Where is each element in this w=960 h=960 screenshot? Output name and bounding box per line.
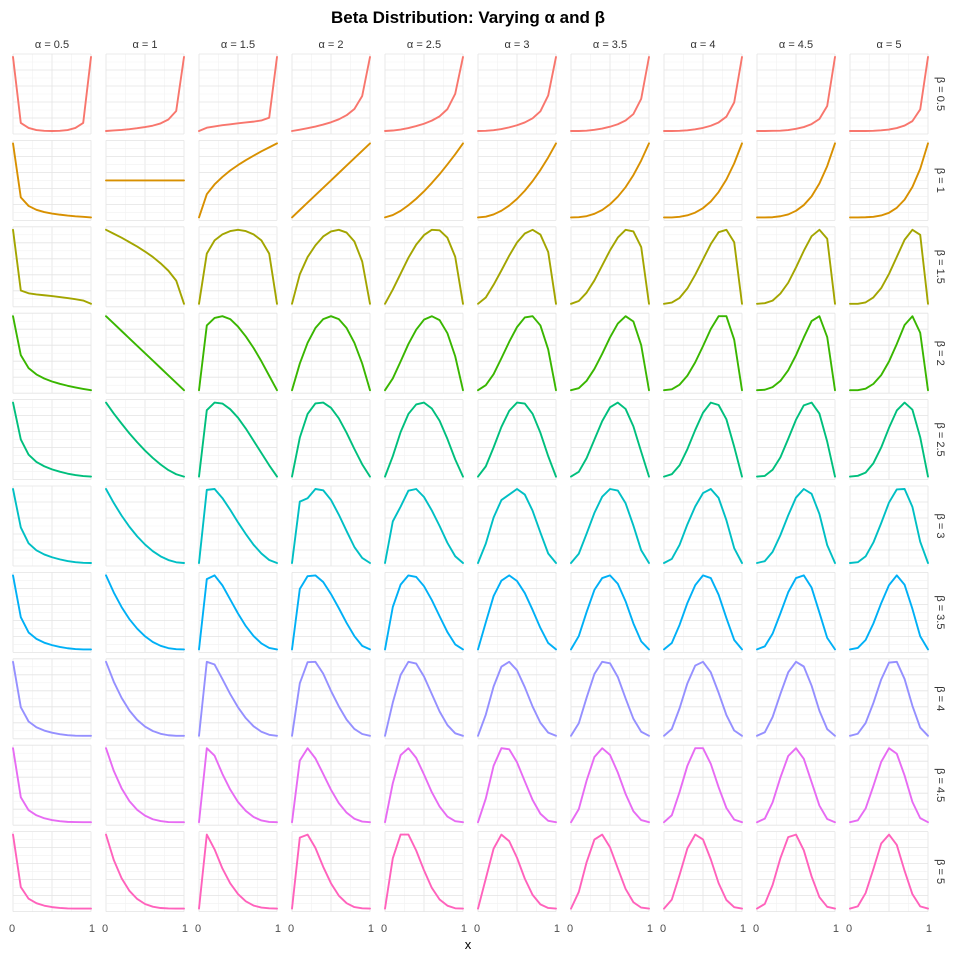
- facet-panel: [757, 486, 835, 566]
- col-strip-label: α = 1.5: [220, 39, 256, 51]
- facet-panel: [850, 659, 928, 739]
- facet-panel: [664, 832, 742, 912]
- chart-title: Beta Distribution: Varying α and β: [331, 8, 605, 27]
- facet-panel: [664, 140, 742, 220]
- x-tick-label: 1: [181, 923, 188, 935]
- x-tick-label: 1: [88, 923, 95, 935]
- facet-panel: [385, 313, 463, 393]
- facet-panel: [757, 54, 835, 134]
- col-strip-label: α = 5: [876, 39, 902, 51]
- x-tick-label: 0: [9, 923, 16, 935]
- facet-panel: [478, 400, 556, 480]
- x-tick-label: 1: [367, 923, 374, 935]
- row-strip-label: β = 1: [934, 167, 946, 193]
- x-axis-title: x: [464, 937, 472, 952]
- facet-panel: [571, 659, 649, 739]
- facet-panel: [757, 745, 835, 825]
- facet-panel: [571, 745, 649, 825]
- col-strip-label: α = 4.5: [778, 39, 814, 51]
- x-tick-label: 1: [460, 923, 467, 935]
- x-tick-label: 1: [646, 923, 653, 935]
- row-strip-label: β = 3: [934, 513, 946, 539]
- row-strip-label: β = 2: [934, 340, 946, 366]
- facet-panel: [571, 486, 649, 566]
- facet-panel: [571, 832, 649, 912]
- facet-panel: [292, 745, 370, 825]
- facet-panel: [478, 745, 556, 825]
- facet-panel: [850, 140, 928, 220]
- facet-panel: [106, 140, 184, 220]
- col-strip-label: α = 3.5: [592, 39, 628, 51]
- col-strip-label: α = 4: [690, 39, 716, 51]
- facet-panel: [199, 659, 277, 739]
- facet-panel: [757, 227, 835, 307]
- facet-panel: [13, 140, 91, 220]
- facet-panel: [292, 659, 370, 739]
- facet-panel: [199, 54, 277, 134]
- row-strip-label: β = 2.5: [934, 422, 946, 457]
- x-tick-label: 1: [739, 923, 746, 935]
- facet-panel: [106, 486, 184, 566]
- row-strip-label: β = 5: [934, 859, 946, 885]
- facet-panel: [385, 832, 463, 912]
- facet-panel: [13, 745, 91, 825]
- facet-panel: [199, 313, 277, 393]
- facet-panel: [757, 659, 835, 739]
- facet-panel: [385, 659, 463, 739]
- facet-panel: [292, 54, 370, 134]
- facet-panel: [292, 227, 370, 307]
- facet-panel: [13, 832, 91, 912]
- facet-panel: [106, 572, 184, 652]
- facet-panel: [106, 313, 184, 393]
- facet-panel: [385, 572, 463, 652]
- col-strip-label: α = 0.5: [34, 39, 70, 51]
- facet-panel: [757, 832, 835, 912]
- facet-panel: [13, 227, 91, 307]
- facet-panel: [664, 659, 742, 739]
- facet-panel: [478, 832, 556, 912]
- facet-panel: [664, 572, 742, 652]
- facet-panel: [13, 572, 91, 652]
- facet-panel: [13, 313, 91, 393]
- facet-panel: [292, 400, 370, 480]
- facet-panel: [292, 140, 370, 220]
- col-strip-label: α = 2.5: [406, 39, 442, 51]
- facet-panel: [850, 572, 928, 652]
- facet-panel: [757, 400, 835, 480]
- facet-panel: [571, 400, 649, 480]
- facet-panel: [106, 54, 184, 134]
- facet-panel: [757, 572, 835, 652]
- facet-panel: [850, 745, 928, 825]
- row-strip-label: β = 3.5: [934, 595, 946, 630]
- facet-panel: [664, 313, 742, 393]
- facet-panel: [664, 486, 742, 566]
- facet-panel: [106, 832, 184, 912]
- facet-panel: [850, 313, 928, 393]
- x-tick-label: 0: [846, 923, 853, 935]
- facet-panel: [571, 140, 649, 220]
- facet-panel: [571, 572, 649, 652]
- facet-panel: [385, 54, 463, 134]
- facet-panel: [571, 227, 649, 307]
- facet-panel: [13, 486, 91, 566]
- row-strip-label: β = 4: [934, 686, 946, 712]
- facet-panel: [292, 486, 370, 566]
- facet-panel: [478, 54, 556, 134]
- facet-panel: [478, 140, 556, 220]
- x-tick-label: 0: [660, 923, 667, 935]
- facet-panel: [385, 227, 463, 307]
- facet-panel: [571, 54, 649, 134]
- x-tick-label: 1: [925, 923, 932, 935]
- facet-panel: [106, 659, 184, 739]
- col-strip-label: α = 2: [318, 39, 344, 51]
- facet-panel: [106, 745, 184, 825]
- facet-panel: [664, 54, 742, 134]
- x-tick-label: 0: [753, 923, 760, 935]
- facet-panel: [664, 227, 742, 307]
- facet-panel: [478, 486, 556, 566]
- facet-panel: [199, 832, 277, 912]
- facet-panel: [292, 572, 370, 652]
- row-strip-label: β = 0.5: [934, 76, 946, 112]
- facet-panel: [385, 140, 463, 220]
- facet-panel: [850, 486, 928, 566]
- col-strip-label: α = 1: [132, 39, 158, 51]
- facet-panel: [757, 140, 835, 220]
- row-strip-label: β = 4.5: [934, 768, 946, 803]
- facet-panel: [478, 313, 556, 393]
- row-strip-label: β = 1.5: [934, 249, 946, 284]
- facet-panel: [199, 400, 277, 480]
- facet-panel: [199, 486, 277, 566]
- x-tick-label: 1: [274, 923, 281, 935]
- col-strip-label: α = 3: [504, 39, 530, 51]
- facet-panel: [13, 400, 91, 480]
- facet-panel: [13, 659, 91, 739]
- facet-panel: [292, 313, 370, 393]
- facet-panel: [757, 313, 835, 393]
- facet-panel: [478, 227, 556, 307]
- x-tick-label: 0: [102, 923, 109, 935]
- facet-panel: [850, 832, 928, 912]
- x-tick-label: 0: [474, 923, 481, 935]
- facet-panel: [850, 54, 928, 134]
- x-tick-label: 0: [195, 923, 202, 935]
- facet-panel: [850, 400, 928, 480]
- facet-panel: [106, 400, 184, 480]
- x-tick-label: 0: [567, 923, 574, 935]
- facet-panel: [850, 227, 928, 307]
- facet-panel: [13, 54, 91, 134]
- facet-panel: [664, 400, 742, 480]
- facet-panel: [664, 745, 742, 825]
- x-tick-label: 0: [288, 923, 295, 935]
- facet-panel: [385, 745, 463, 825]
- facet-panel: [199, 572, 277, 652]
- x-tick-label: 0: [381, 923, 388, 935]
- facet-panel: [106, 227, 184, 307]
- facet-panels: [9, 39, 946, 935]
- facet-panel: [199, 745, 277, 825]
- facet-panel: [385, 486, 463, 566]
- x-tick-label: 1: [553, 923, 560, 935]
- facet-panel: [199, 140, 277, 220]
- facet-panel: [571, 313, 649, 393]
- facet-panel: [199, 227, 277, 307]
- facet-panel: [478, 659, 556, 739]
- facet-panel: [292, 832, 370, 912]
- facet-panel: [385, 400, 463, 480]
- x-tick-label: 1: [832, 923, 839, 935]
- facet-panel: [478, 572, 556, 652]
